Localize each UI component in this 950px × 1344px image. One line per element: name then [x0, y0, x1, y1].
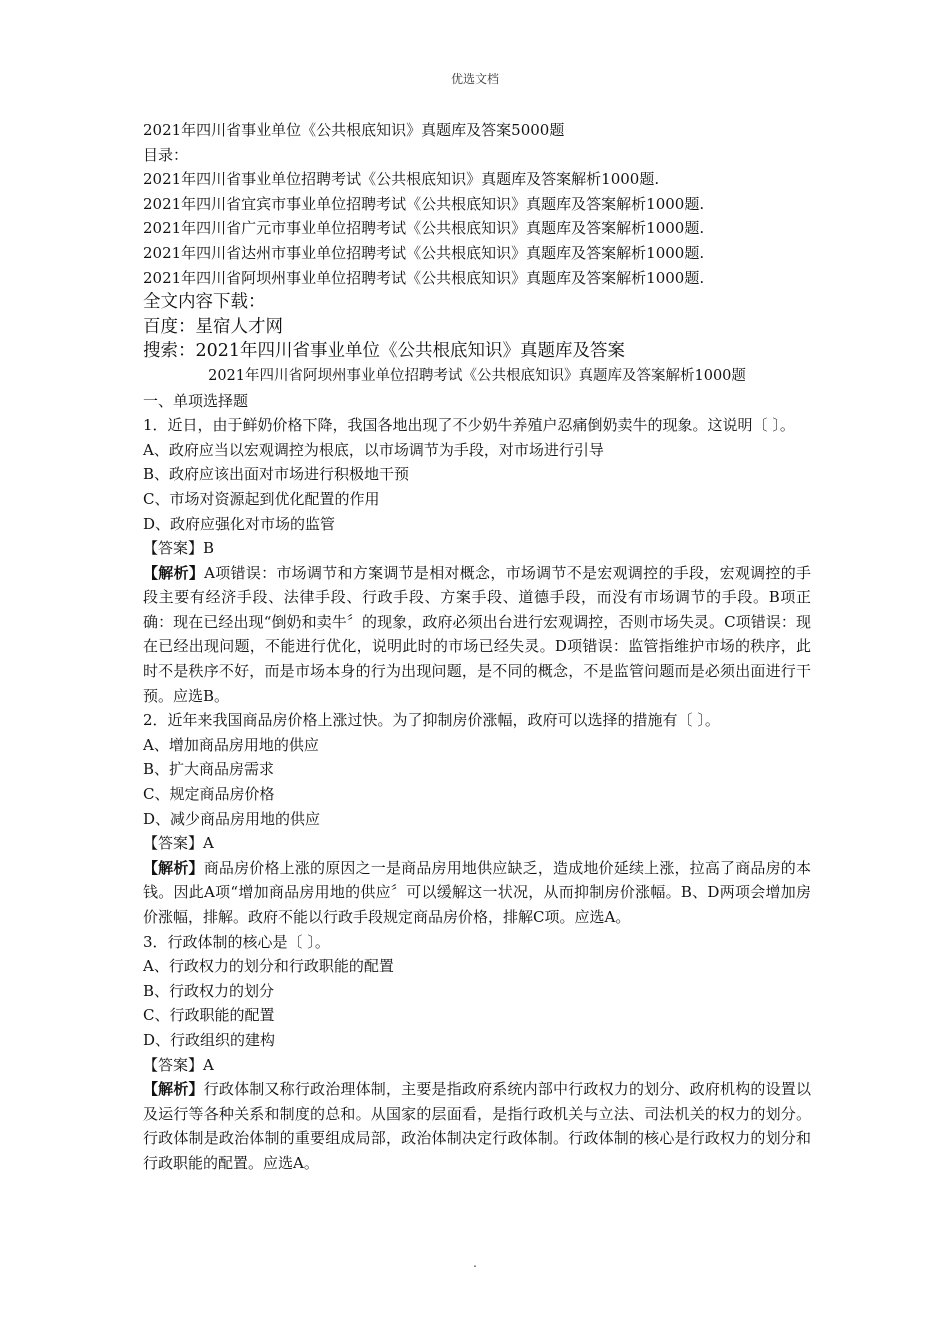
download-search: 搜索：2021年四川省事业单位《公共根底知识》真题库及答案 — [143, 341, 626, 362]
option-a: A、增加商品房用地的供应 — [143, 735, 319, 754]
question-block — [143, 413, 811, 708]
answer: 【答案】A — [143, 1055, 214, 1074]
download-baidu: 百度：星宿人才网 — [143, 316, 283, 337]
analysis-tag: 【解析】 — [143, 1080, 204, 1099]
part-label: 一、单项选择题 — [143, 391, 249, 410]
question-stem: 1．近日，由于鲜奶价格下降，我国各地出现了不少奶牛养殖户忍痛倒奶卖牛的现象。这说明〔 〕。 — [143, 416, 795, 435]
option-d: D、减少商品房用地的供应 — [143, 809, 321, 828]
toc-label: 目录： — [143, 145, 189, 164]
question-stem: 2．近年来我国商品房价格上涨过快。为了抑制房价涨幅，政府可以选择的措施有〔 〕。 — [143, 711, 720, 730]
answer: 【答案】A — [143, 834, 214, 853]
analysis — [143, 561, 811, 709]
analysis-tag: 【解析】 — [143, 563, 205, 582]
option-c: C、规定商品房价格 — [143, 785, 275, 804]
option-c: C、市场对资源起到优化配置的作用 — [143, 489, 380, 508]
option-a: A、行政权力的划分和行政职能的配置 — [143, 957, 394, 976]
option-d: D、行政组织的建构 — [143, 1030, 276, 1049]
toc-item[interactable]: 2021年四川省宜宾市事业单位招聘考试《公共根底知识》真题库及答案解析1000题. — [143, 194, 705, 213]
analysis-tag: 【解析】 — [143, 858, 204, 877]
answer: 【答案】B — [143, 539, 215, 558]
analysis-text: 商品房价格上涨的原因之一是商品房用地供应缺乏，造成地价延续上涨，拉高了商品房的本钱。因此A项“增加商品房用地的供应〞可以缓解这一状况，从而抑制房价涨幅。B、D两项会增加房价涨幅，排解。政府不能以行政手段规定商品房价格，排解C项。应选A。 — [143, 858, 811, 926]
analysis-text: 行政体制又称行政治理体制，主要是指政府系统内部中行政权力的划分、政府机构的设置以及运行等各种关系和制度的总和。从国家的层面看，是指行政机关与立法、司法机关的权力的划分。行政体制是政治体制的重要组成局部，政治体制决定行政体制。行政体制的核心是行政权力的划分和行政职能的配置。应选A。 — [143, 1080, 811, 1172]
option-b: B、扩大商品房需求 — [143, 760, 275, 779]
analysis-text: A项错误：市场调节和方案调节是相对概念，市场调节不是宏观调控的手段，宏观调控的手段主要有经济手段、法律手段、行政手段、方案手段、道德手段，而没有市场调节的手段。B项正确：现在已经出现“倒奶和卖牛〞的现象，政府必须出台进行宏观调控，否则市场失灵。C项错误：现在已经出现问题，不能进行优化，说明此时的市场已经失灵。D项错误：监管指维护市场的秩序，此时不是秩序不好，而是市场本身的行为出现问题，是不同的概念，不是监管问题而是必须出面进行干预。应选B。 — [143, 563, 811, 705]
analysis — [143, 1077, 811, 1175]
download-label: 全文内容下载： — [143, 292, 266, 313]
option-d: D、政府应强化对市场的监管 — [143, 514, 336, 533]
document-body — [143, 118, 811, 1176]
page-footer: . — [473, 1256, 477, 1270]
question-stem: 3．行政体制的核心是〔 〕。 — [143, 932, 330, 951]
toc-item[interactable]: 2021年四川省达州市事业单位招聘考试《公共根底知识》真题库及答案解析1000题. — [143, 243, 705, 262]
question-block — [143, 930, 811, 1176]
toc-list — [143, 167, 811, 290]
section-title: 2021年四川省阿坝州事业单位招聘考试《公共根底知识》真题库及答案解析1000题 — [208, 367, 746, 384]
toc-item[interactable]: 2021年四川省阿坝州事业单位招聘考试《公共根底知识》真题库及答案解析1000题. — [143, 268, 705, 287]
toc-item[interactable]: 2021年四川省广元市事业单位招聘考试《公共根底知识》真题库及答案解析1000题. — [143, 219, 705, 238]
question-block — [143, 708, 811, 929]
toc-item[interactable]: 2021年四川省事业单位招聘考试《公共根底知识》真题库及答案解析1000题. — [143, 170, 660, 189]
document-title: 2021年四川省事业单位《公共根底知识》真题库及答案5000题 — [143, 121, 565, 139]
page-header: 优选文档 — [450, 72, 499, 86]
analysis — [143, 856, 811, 930]
option-a: A、政府应当以宏观调控为根底，以市场调节为手段，对市场进行引导 — [143, 440, 604, 459]
option-b: B、政府应该出面对市场进行积极地干预 — [143, 465, 410, 484]
option-b: B、行政权力的划分 — [143, 981, 275, 1000]
option-c: C、行政职能的配置 — [143, 1006, 275, 1025]
